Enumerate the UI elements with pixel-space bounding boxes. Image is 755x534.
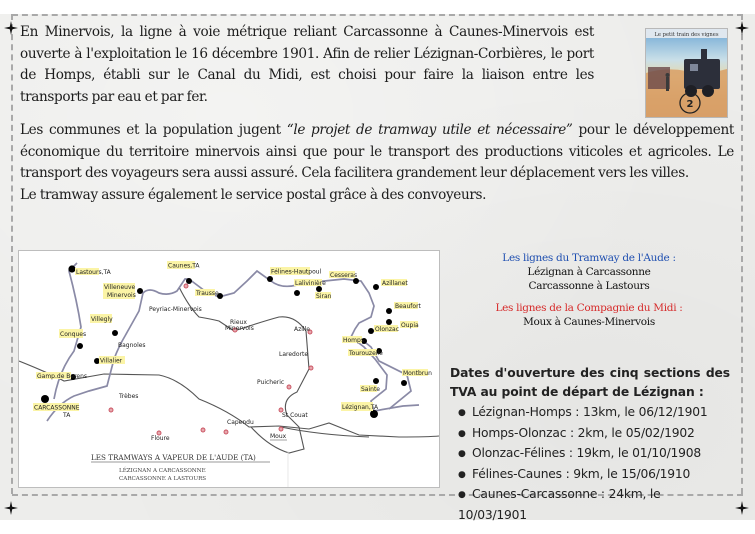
map-label: Beaufort (395, 303, 421, 310)
map-label: Capendu (227, 419, 254, 426)
tram-line (189, 268, 419, 411)
tram-station-dot (370, 410, 378, 418)
list-item (450, 485, 730, 525)
map-label: Villeneuve (104, 284, 136, 291)
bullet-icon: ● (458, 408, 466, 418)
map-label: Bagnoles (118, 342, 146, 349)
border-top (12, 14, 743, 16)
midi-line (281, 427, 369, 437)
map-label: Gamp.de Berens (37, 373, 88, 380)
tram-station-dot (373, 284, 379, 290)
paragraph-text: Les communes et la population jugent (20, 122, 287, 138)
map-label: Montbrun (403, 370, 432, 377)
tram-station-dot (386, 319, 392, 325)
section-text: Homps-Olonzac : 2km, le 05/02/1902 (472, 425, 695, 440)
corner-star-icon (735, 21, 749, 35)
map-subtitle: CARCASSONNE A LASTOURS (119, 476, 207, 482)
opening-dates-list (450, 403, 730, 526)
legend-midi-line: Moux à Caunes-Minervois (523, 316, 655, 328)
section-text: Félines-Caunes : 9km, le 15/06/1910 (472, 466, 691, 481)
midi-station-dot (224, 430, 228, 434)
midi-station-dot (109, 408, 113, 412)
bullet-icon: ● (458, 469, 466, 480)
map-label: Homps (343, 337, 364, 344)
list-item (450, 444, 730, 465)
map-label: CARCASSONNE (34, 404, 80, 412)
tram-station-dot (294, 290, 300, 296)
tram-station-dot (41, 395, 49, 403)
map-label: Lastours,TA (76, 269, 111, 276)
intro-paragraph: En Minervois, la ligne à voie métrique reliant Carcassonne à Caunes-Minervois est ouverte à l'exploitation le 16 décembre 1901. Afin de relier Lézignan-Corbières, le port de Homps, établi sur le Canal du Midi, est choisi pour faire la liaison entre les transports par eau et par fer. (20, 24, 594, 105)
map-label: Tourouzelle (349, 350, 383, 357)
map-label: Moux (270, 433, 287, 440)
map-label: Rieux (230, 319, 247, 326)
midi-station-dot (287, 385, 291, 389)
map-label: St Couat (282, 412, 308, 419)
corner-star-icon (735, 501, 749, 515)
tram-station-dot (267, 276, 273, 282)
postcard-caption: Le petit train des vignes (654, 32, 719, 38)
opening-dates (450, 364, 730, 526)
map-title: LES TRAMWAYS A VAPEUR DE L'AUDE (TA) (91, 453, 256, 462)
tram-station-dot (137, 288, 143, 294)
map-label: Minervois (225, 325, 254, 332)
map-label: Oupia (401, 322, 419, 329)
midi-station-dot (279, 427, 283, 431)
tram-station-dot (77, 343, 83, 349)
tram-station-dot (68, 265, 75, 272)
corner-star-icon (4, 501, 18, 515)
paragraph-last-line: Le tramway assure également le service postal grâce à des convoyeurs. (20, 186, 487, 203)
tram-station-dot (186, 278, 192, 284)
section-text: Caunes-Carcassonne : 24km, le 10/03/1901 (458, 487, 661, 522)
map-label: Villegly (91, 316, 113, 323)
map-label: Sainte (361, 386, 380, 393)
legend-tramway-heading: Les lignes du Tramway de l'Aude : (502, 252, 676, 264)
map-label: Floure (151, 435, 170, 442)
border-right (741, 14, 743, 494)
section-text: Lézignan-Homps : 13km, le 06/12/1901 (472, 405, 708, 419)
opening-dates-title: Dates d'ouverture des cinq sections des TVA au point de départ de Lézignan : (450, 366, 730, 399)
tram-line (47, 279, 189, 421)
map-label: Cesseras (330, 272, 358, 279)
corner-star-icon (4, 21, 18, 35)
legend-tramway-line: Carcassonne à Lastours (528, 280, 650, 292)
tram-station-dot (368, 328, 374, 334)
map-label: Peyriac-Minervois (149, 306, 202, 313)
legend-midi-heading: Les lignes de la Compagnie du Midi : (495, 302, 683, 314)
map-label: Trèbes (119, 393, 139, 400)
tram-station-dot (386, 308, 392, 314)
midi-station-dot (201, 428, 205, 432)
map-label: TA (63, 412, 71, 419)
map-label: Conques (60, 331, 87, 338)
postcard-image (645, 28, 728, 118)
map-label: Puicheric (257, 379, 285, 386)
tram-station-dot (373, 378, 379, 384)
map-label: Caunes,TA (168, 262, 200, 270)
map-label: Minervois (107, 292, 136, 299)
paragraph-text: pour le développement économique du territoire minervois ainsi que pour le transport des productions viticoles et agricoles. Le transport des voyageurs sera aussi assuré. Cela facilitera grandement leur déplacement vers les villes. (20, 122, 734, 181)
bullet-icon: ● (458, 490, 466, 501)
list-item (450, 403, 730, 424)
border-left (11, 14, 13, 494)
map-label: Azillanet (382, 280, 408, 287)
list-item (450, 465, 730, 486)
map-label: Lalivinière (295, 280, 326, 287)
midi-station-dot (309, 366, 313, 370)
map-legend (444, 251, 734, 329)
map-label: Villalier (100, 357, 123, 365)
bullet-icon: ● (458, 449, 466, 460)
bullet-icon: ● (458, 428, 466, 439)
postcard-number: 2 (686, 99, 694, 110)
tram-station-dot (112, 330, 118, 336)
midi-station-dot (184, 284, 188, 288)
map-label: Lézignan,TA (342, 404, 379, 411)
tram-station-dot (401, 380, 407, 386)
map-label: Trausse (196, 290, 219, 297)
legend-tramway-line: Lézignan à Carcassonne (527, 266, 651, 278)
paragraph-quote: “le projet de tramway utile et nécessaire” (286, 122, 573, 138)
map-label: Olonzac (375, 326, 399, 333)
map-label: Azille (294, 326, 310, 333)
section-text: Olonzac-Félines : 19km, le 01/10/1908 (472, 446, 702, 461)
tramway-map (18, 250, 440, 488)
map-label: Siran (316, 293, 332, 300)
map-label: Félines-Hautpoul (271, 268, 322, 276)
second-paragraph (20, 120, 734, 206)
list-item (450, 424, 730, 445)
map-label: Laredorte (279, 351, 309, 358)
map-subtitle: LÉZIGNAN A CARCASSONNE (119, 468, 206, 474)
